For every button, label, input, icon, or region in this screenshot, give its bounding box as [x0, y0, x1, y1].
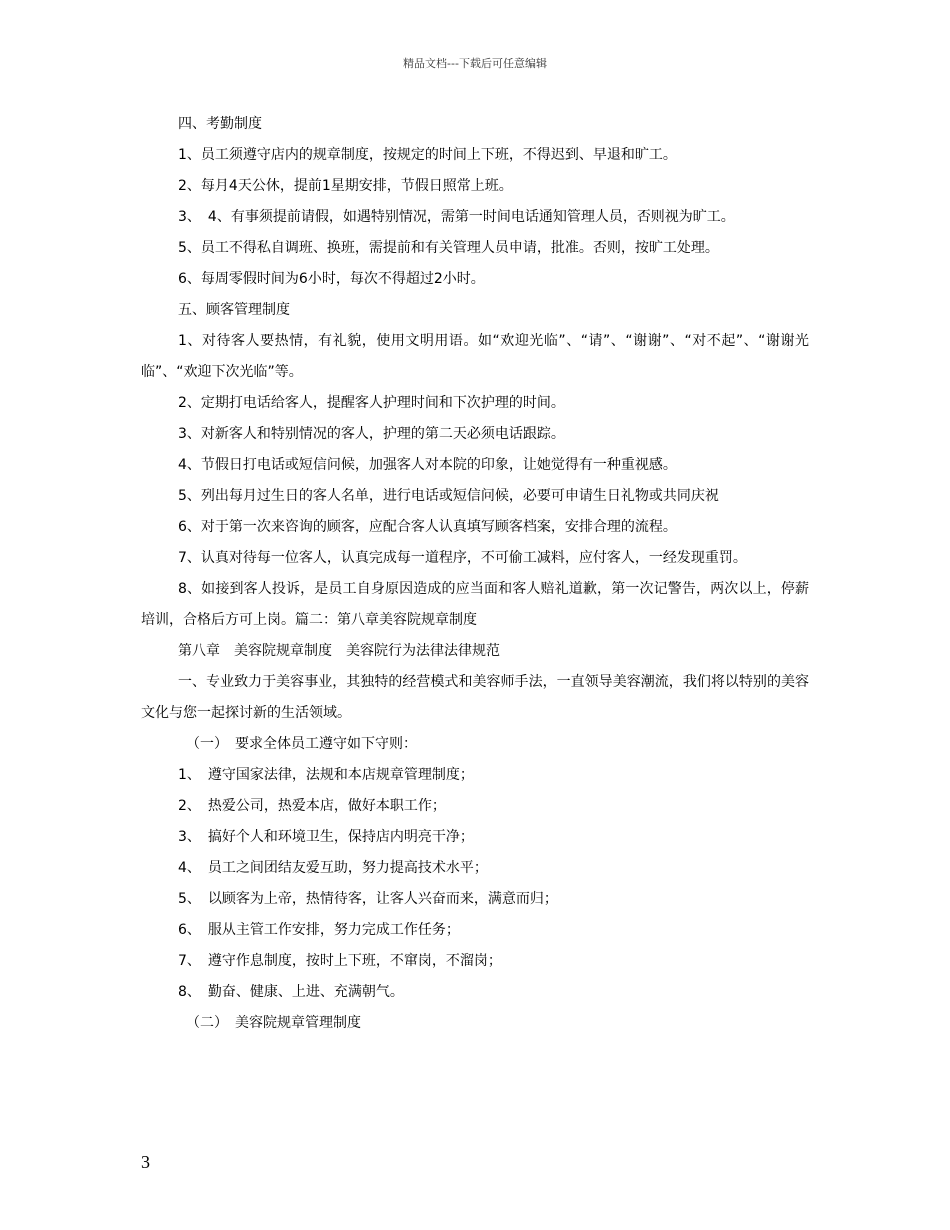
paragraph: 8、如接到客人投诉，是员工自身原因造成的应当面和客人赔礼道歉，第一次记警告，两次以上，停薪培训，合格后方可上岗。篇二：第八章美容院规章制度: [141, 581, 809, 628]
paragraph: 6、对于第一次来咨询的顾客，应配合客人认真填写顾客档案，安排合理的流程。: [178, 519, 677, 535]
document-body: [141, 109, 809, 1039]
chapter-heading: 第八章 美容院规章制度 美容院行为法律法律规范: [178, 643, 500, 659]
paragraph: 2、每月4天公休，提前1星期安排，节假日照常上班。: [178, 178, 513, 194]
list-item: 7、 遵守作息制度，按时上下班，不窜岗，不溜岗；: [178, 953, 502, 969]
paragraph: 4、节假日打电话或短信问候，加强客人对本院的印象，让她觉得有一种重视感。: [178, 457, 677, 473]
paragraph: 5、员工不得私自调班、换班，需提前和有关管理人员申请，批准。否则，按旷工处理。: [178, 240, 719, 256]
paragraph: 1、员工须遵守店内的规章制度，按规定的时间上下班，不得迟到、早退和旷工。: [178, 147, 677, 163]
list-item: 2、 热爱公司，热爱本店，做好本职工作；: [178, 798, 446, 814]
page-number: 3: [141, 1152, 150, 1172]
paragraph: 1、对待客人要热情，有礼貌，使用文明用语。如“欢迎光临”、“请”、“谢谢”、“对不起”、“谢谢光临”、“欢迎下次光临”等。: [141, 333, 809, 380]
paragraph: 一、专业致力于美容事业，其独特的经营模式和美容师手法，一直领导美容潮流，我们将以特别的美容文化与您一起探讨新的生活领域。: [141, 674, 809, 721]
list-item: 1、 遵守国家法律，法规和本店规章管理制度；: [178, 767, 474, 783]
list-item: 3、 搞好个人和环境卫生，保持店内明亮干净；: [178, 829, 474, 845]
list-item: 6、 服从主管工作安排，努力完成工作任务；: [178, 922, 460, 938]
section-heading-customer: 五、顾客管理制度: [178, 302, 290, 318]
list-item: 5、 以顾客为上帝，热情待客，让客人兴奋而来，满意而归；: [178, 891, 558, 907]
subsection-heading-rules: （一） 要求全体员工遵守如下守则：: [186, 736, 417, 752]
paragraph: 3、 4、有事须提前请假，如遇特别情况，需第一时间电话通知管理人员，否则视为旷工。: [178, 209, 735, 225]
list-item: 8、 勤奋、健康、上进、充满朝气。: [178, 984, 404, 1000]
section-heading-attendance: 四、考勤制度: [178, 116, 262, 132]
paragraph: 2、定期打电话给客人，提醒客人护理时间和下次护理的时间。: [178, 395, 565, 411]
list-item: 4、 员工之间团结友爱互助，努力提高技术水平；: [178, 860, 488, 876]
paragraph: 6、每周零假时间为6小时，每次不得超过2小时。: [178, 271, 485, 287]
paragraph: 3、对新客人和特别情况的客人，护理的第二天必须电话跟踪。: [178, 426, 565, 442]
subsection-heading-management: （二） 美容院规章管理制度: [186, 1015, 361, 1031]
paragraph: 7、认真对待每一位客人，认真完成每一道程序，不可偷工减料，应付客人，一经发现重罚。: [178, 550, 747, 566]
page-header: 精品文档---下载后可任意编辑: [403, 57, 547, 70]
paragraph: 5、列出每月过生日的客人名单，进行电话或短信问候，必要可申请生日礼物或共同庆祝: [178, 488, 719, 504]
